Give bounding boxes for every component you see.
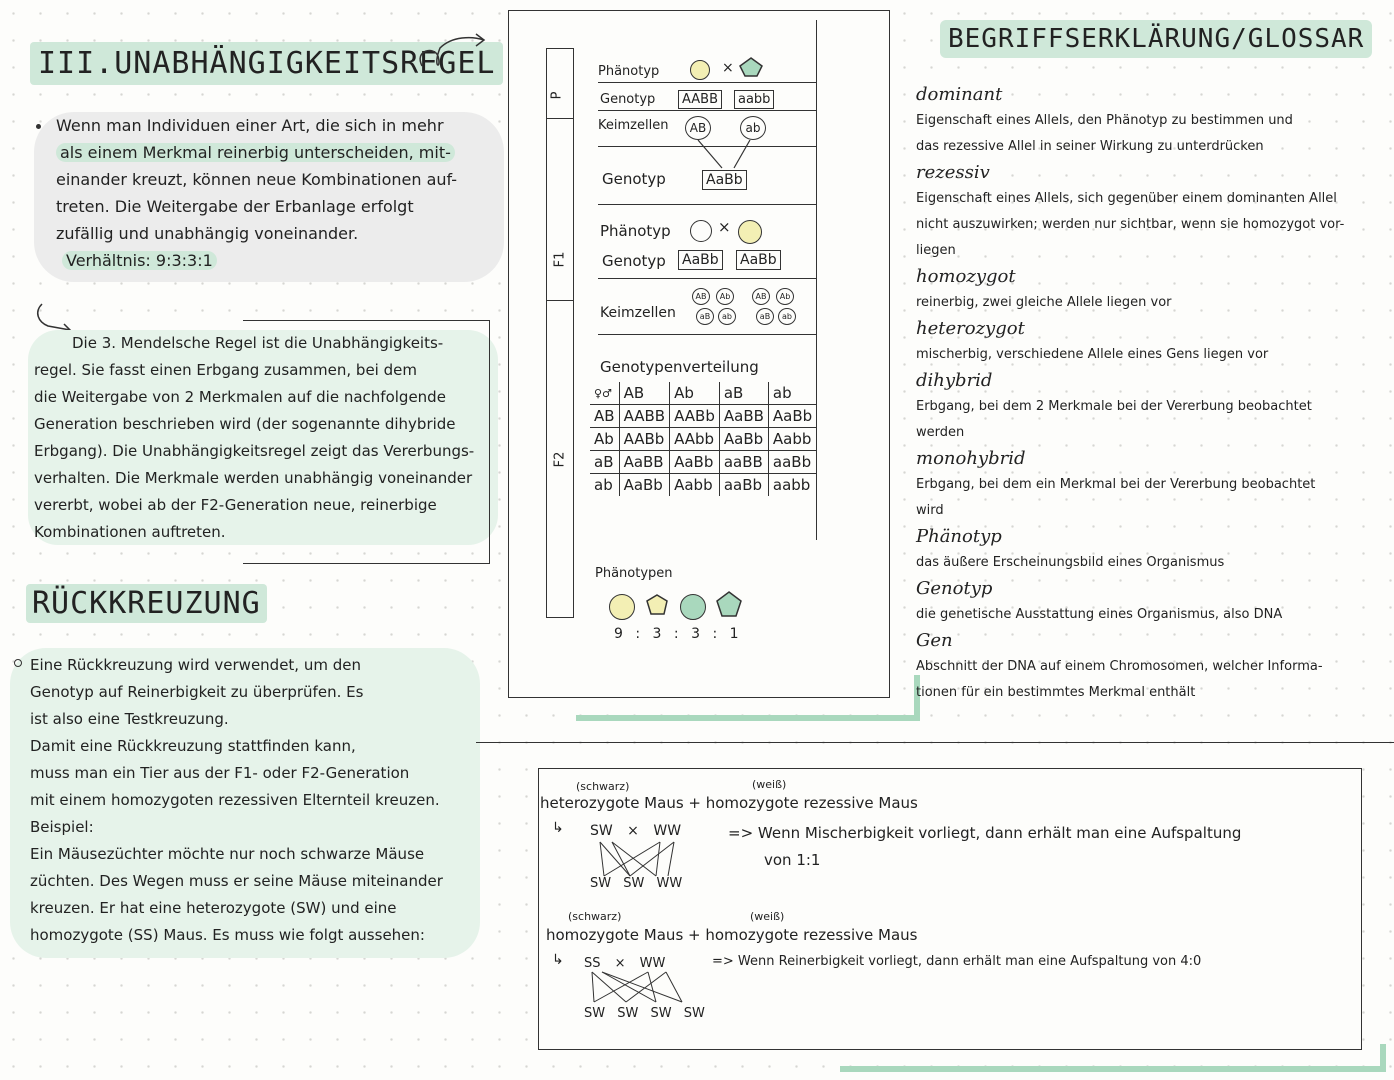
rueckkreuzung-title: RÜCKKREUZUNG (26, 584, 267, 623)
yellow-round-pea-icon (738, 220, 762, 244)
punnett-cell: AABb (619, 428, 670, 451)
ex2-result: => Wenn Reinerbigkeit vorliegt, dann erhält man eine Aufspaltung von 4:0 (712, 954, 1202, 969)
gamete-circle: Ab (776, 288, 794, 305)
glossar-term: Gen (916, 630, 953, 651)
glossar-def-line: reinerbig, zwei gleiche Allele liegen vor (916, 295, 1172, 310)
punnett-cell: aaBb (719, 474, 768, 497)
gamete-circle: Ab (716, 288, 734, 305)
ex1-arrow-icon: ↳ (552, 820, 564, 836)
glossar-def (898, 186, 1390, 264)
gamete-circle: ab (718, 308, 736, 325)
glossar-def-line: tionen für ein bestimmtes Merkmal enthält (916, 685, 1196, 700)
row-line (598, 334, 816, 335)
glossar-entry (898, 446, 1390, 524)
green-wrinkled-pea-icon (738, 56, 764, 78)
punnett-square (590, 382, 816, 496)
glossar-def (898, 472, 1390, 524)
yellow-wrinkled-pea-icon (644, 592, 670, 618)
glossar-term: dihybrid (916, 370, 993, 391)
glossar-def-line: Eigenschaft eines Allels, den Phänotyp zu bestimmen und (916, 113, 1293, 128)
glossar-def (898, 290, 1390, 316)
glossar-def-line: liegen (916, 243, 956, 258)
glossar-def-line: Abschnitt der DNA auf einem Chromosomen, welcher Informa- (916, 659, 1323, 674)
rk-line: Genotyp auf Reinerbigkeit zu überprüfen. Es (30, 683, 364, 701)
ratio-part: : (673, 626, 679, 642)
rueckkreuzung-bullet (14, 659, 22, 667)
glossar-entry (898, 264, 1390, 316)
glossar-def (898, 108, 1390, 160)
glossar-term: heterozygot (916, 318, 1025, 339)
ex1-note-right: (weiß) (752, 778, 787, 791)
rk-line: muss man ein Tier aus der F1- oder F2-Generation (30, 764, 410, 782)
glossar-def (898, 394, 1390, 446)
ratio-part: : (635, 626, 641, 642)
ex1-note-left: (schwarz) (576, 780, 630, 793)
rk-line: ist also eine Testkreuzung. (30, 710, 229, 728)
bullet-line: Wenn man Individuen einer Art, die sich in mehr (56, 116, 444, 135)
punnett-row-header: ab (590, 474, 619, 497)
p-genotype-box: aabb (734, 90, 774, 109)
ratio-part: 3 (652, 626, 662, 642)
arrow-doodle-icon (412, 28, 492, 74)
rk-line: Eine Rückkreuzung wird verwendet, um den (30, 656, 361, 674)
row-line (598, 278, 816, 279)
p-genotyp-label: Genotyp (600, 92, 656, 107)
punnett-cell: AAbb (670, 428, 720, 451)
glossar-entry (898, 82, 1390, 160)
punnett-row (590, 451, 816, 474)
gamete-circle: ab (778, 308, 796, 325)
glossar-def-line: Eigenschaft eines Allels, sich gegenüber einem dominanten Allel (916, 191, 1337, 206)
gamete-circle: ab (740, 116, 766, 140)
generation-divider (546, 118, 574, 119)
genotypenverteilung-label: Genotypenverteilung (600, 358, 759, 376)
glossar-entry (898, 524, 1390, 576)
bullet-line: treten. Die Weitergabe der Erbanlage erfolgt (56, 197, 414, 216)
ex1-cross-lines (594, 840, 684, 880)
f1-keimzellen-label: Keimzellen (600, 305, 676, 321)
punnett-cell: AABB (619, 405, 670, 428)
paragraph-line: Generation beschrieben wird (der sogenannte dihybride (34, 415, 456, 433)
gamete-circle: AB (685, 116, 711, 140)
f1-phaenotyp-label: Phänotyp (600, 222, 671, 240)
gen-label-p: P (549, 91, 565, 100)
rk-line: kreuzen. Er hat eine heterozygote (SW) und eine (30, 899, 397, 917)
glossar-term: dominant (916, 84, 1003, 105)
rk-line: züchten. Des Wegen muss er seine Mäuse miteinander (30, 872, 443, 890)
glossar-def-line: mischerbig, verschiedene Allele eines Gens liegen vor (916, 347, 1269, 362)
row-line (598, 204, 816, 205)
punnett-row (590, 474, 816, 497)
gamete-merge-lines (690, 140, 760, 170)
punnett-col-header: AB (619, 382, 670, 405)
f1-genotyp2-label: Genotyp (602, 252, 666, 270)
bullet-dot (36, 124, 41, 129)
glossar-entry (898, 368, 1390, 446)
generation-divider (546, 300, 574, 301)
glossar-term: homozygot (916, 266, 1016, 287)
punnett-row-header: Ab (590, 428, 619, 451)
glossar-def-line: nicht auszuwirken; werden nur sichtbar, wenn sie homozygot vor- (916, 217, 1345, 232)
punnett-row (590, 428, 816, 451)
punnett-col-header: ab (768, 382, 816, 405)
yellow-round-pea-icon (690, 60, 710, 80)
glossar-def (898, 550, 1390, 576)
gen-label-f1: F1 (552, 251, 568, 268)
paragraph-line: Kombinationen auftreten. (34, 523, 226, 541)
punnett-cell: aaBb (768, 451, 816, 474)
punnett-cell: AaBb (768, 405, 816, 428)
glossar-def-line: Erbgang, bei dem ein Merkmal bei der Vererbung beobachtet (916, 477, 1316, 492)
gamete-circle: aB (696, 308, 714, 325)
glossar-entry (898, 160, 1390, 264)
ex1-parents: SW × WW (590, 823, 682, 839)
paragraph-line: vererbt, wobei ab der F2-Generation neue, reinerbige (34, 496, 437, 514)
punnett-corner: ♀♂ (590, 382, 619, 405)
gen-label-f2: F2 (552, 451, 568, 468)
ex1-result (728, 820, 1241, 874)
ex1-result-line: => Wenn Mischerbigkeit vorliegt, dann erhält man eine Aufspaltung (728, 824, 1242, 842)
punnett-cell: AaBB (719, 405, 768, 428)
generation-bar (546, 48, 574, 618)
ex2-note-right: (weiß) (750, 910, 785, 923)
ex2-cross: homozygote Maus + homozygote rezessive Maus (546, 926, 918, 944)
rueckkreuzung-text (30, 652, 490, 949)
phenotype-ratio (614, 626, 739, 642)
paragraph-line: verhalten. Die Merkmale werden unabhängig voneinander (34, 469, 473, 487)
punnett-col-header: aB (719, 382, 768, 405)
punnett-cell: Aabb (768, 428, 816, 451)
glossar-def (898, 654, 1390, 706)
f1-genotype-box: AaBb (678, 250, 723, 270)
ex2-arrow-icon: ↳ (552, 952, 564, 968)
ratio-part: 3 (691, 626, 701, 642)
glossar-term: monohybrid (916, 448, 1026, 469)
glossar-entry (898, 576, 1390, 628)
f1-genotyp-label: Genotyp (602, 170, 666, 188)
punnett-cell: aaBB (719, 451, 768, 474)
ex1-result-line: von 1:1 (764, 851, 821, 869)
paragraph-frame (243, 320, 490, 564)
punnett-cell: aabb (772, 476, 811, 494)
punnett-cell: AaBb (719, 428, 768, 451)
p-keimzellen-label: Keimzellen (598, 118, 669, 133)
unabhaengigkeitsregel-title: III.UNABHÄNGIGKEITSREGEL (30, 42, 503, 85)
glossar-title: BEGRIFFSERKLÄRUNG/GLOSSAR (940, 20, 1372, 58)
rk-line: mit einem homozygoten rezessiven Elternteil kreuzen. (30, 791, 440, 809)
ex2-cross-lines (586, 970, 686, 1006)
glossar-list (898, 82, 1390, 706)
glossar-def-line: das äußere Erscheinungsbild eines Organismus (916, 555, 1225, 570)
glossar-term: Genotyp (916, 578, 993, 599)
paragraph-line: regel. Sie fasst einen Erbgang zusammen, bei dem (34, 361, 417, 379)
glossar-entry (898, 628, 1390, 706)
glossar-def-line: wird (916, 503, 944, 518)
paragraph-line: die Weitergabe von 2 Merkmalen auf die nachfolgende (34, 388, 446, 406)
row-line (598, 110, 816, 111)
punnett-cell: AaBB (619, 451, 670, 474)
row-line (598, 82, 816, 83)
glossar-def-line: Erbgang, bei dem 2 Merkmale bei der Vererbung beobachtet (916, 399, 1312, 414)
f1-genotype-box: AaBb (702, 170, 747, 190)
bullet-line: als einem Merkmal reinerbig unterscheiden, mit- (56, 139, 506, 166)
punnett-col-header: Ab (670, 382, 720, 405)
punnett-row-header: aB (590, 451, 619, 474)
cross-symbol: × (718, 218, 731, 236)
rk-line: Damit eine Rückkreuzung stattfinden kann, (30, 737, 356, 755)
paragraph-line: Die 3. Mendelsche Regel ist die Unabhängigkeits- (72, 334, 444, 352)
ratio-part: 1 (729, 626, 739, 642)
f1-genotype-box: AaBb (736, 250, 781, 270)
ex1-cross: heterozygote Maus + homozygote rezessive Maus (540, 794, 918, 812)
punnett-cell: AaBb (619, 474, 670, 497)
glossar-entry (898, 316, 1390, 368)
green-wrinkled-pea-icon (714, 590, 744, 620)
row-line (598, 146, 816, 147)
ratio-part: 9 (614, 626, 623, 642)
gamete-circle: AB (752, 288, 770, 305)
bullet-line: zufällig und unabhängig voneinander. (56, 224, 359, 243)
yellow-round-pea-icon (690, 220, 712, 242)
glossar-def-line: werden (916, 425, 965, 440)
glossar-def (898, 602, 1390, 628)
green-round-pea-icon (680, 594, 706, 620)
rk-line: Ein Mäusezüchter möchte nur noch schwarze Mäuse (30, 845, 425, 863)
phaenotypen-label: Phänotypen (595, 566, 673, 581)
ex2-children: SW SW SW SW (584, 1006, 705, 1021)
paragraph-line: Erbgang). Die Unabhängigkeitsregel zeigt das Vererbungs- (34, 442, 475, 460)
punnett-cell: Aabb (670, 474, 720, 497)
glossar-def-line: die genetische Ausstattung eines Organismus, also DNA (916, 607, 1283, 622)
gamete-circle: AB (692, 288, 710, 305)
glossar-frame (476, 742, 1394, 743)
punnett-row-header: AB (590, 405, 619, 428)
rk-line: Beispiel: (30, 818, 94, 836)
glossar-term: rezessiv (916, 162, 990, 183)
glossar-term: Phänotyp (916, 526, 1002, 547)
punnett-header-row (590, 382, 816, 405)
ex2-note-left: (schwarz) (568, 910, 622, 923)
ratio-line: Verhältnis: 9:3:3:1 (56, 247, 506, 274)
rk-line: homozygote (SS) Maus. Es muss wie folgt aussehen: (30, 926, 425, 944)
p-genotype-box: AABB (678, 90, 722, 109)
ex1-children: SW SW WW (590, 876, 683, 891)
p-phaenotyp-label: Phänotyp (598, 64, 660, 79)
punnett-row (590, 405, 816, 428)
glossar-def (898, 342, 1390, 368)
cross-symbol: × (722, 60, 734, 76)
yellow-round-pea-icon (609, 594, 635, 620)
gamete-circle: aB (756, 308, 774, 325)
ex2-parents: SS × WW (584, 956, 666, 971)
glossar-def-line: das rezessive Allel in seiner Wirkung zu unterdrücken (916, 139, 1264, 154)
bullet-text (56, 112, 506, 274)
punnett-cell: AaBb (670, 451, 720, 474)
punnett-cell: AABb (670, 405, 720, 428)
ratio-part: : (712, 626, 718, 642)
bullet-line: einander kreuzt, können neue Kombinationen auf- (56, 170, 458, 189)
